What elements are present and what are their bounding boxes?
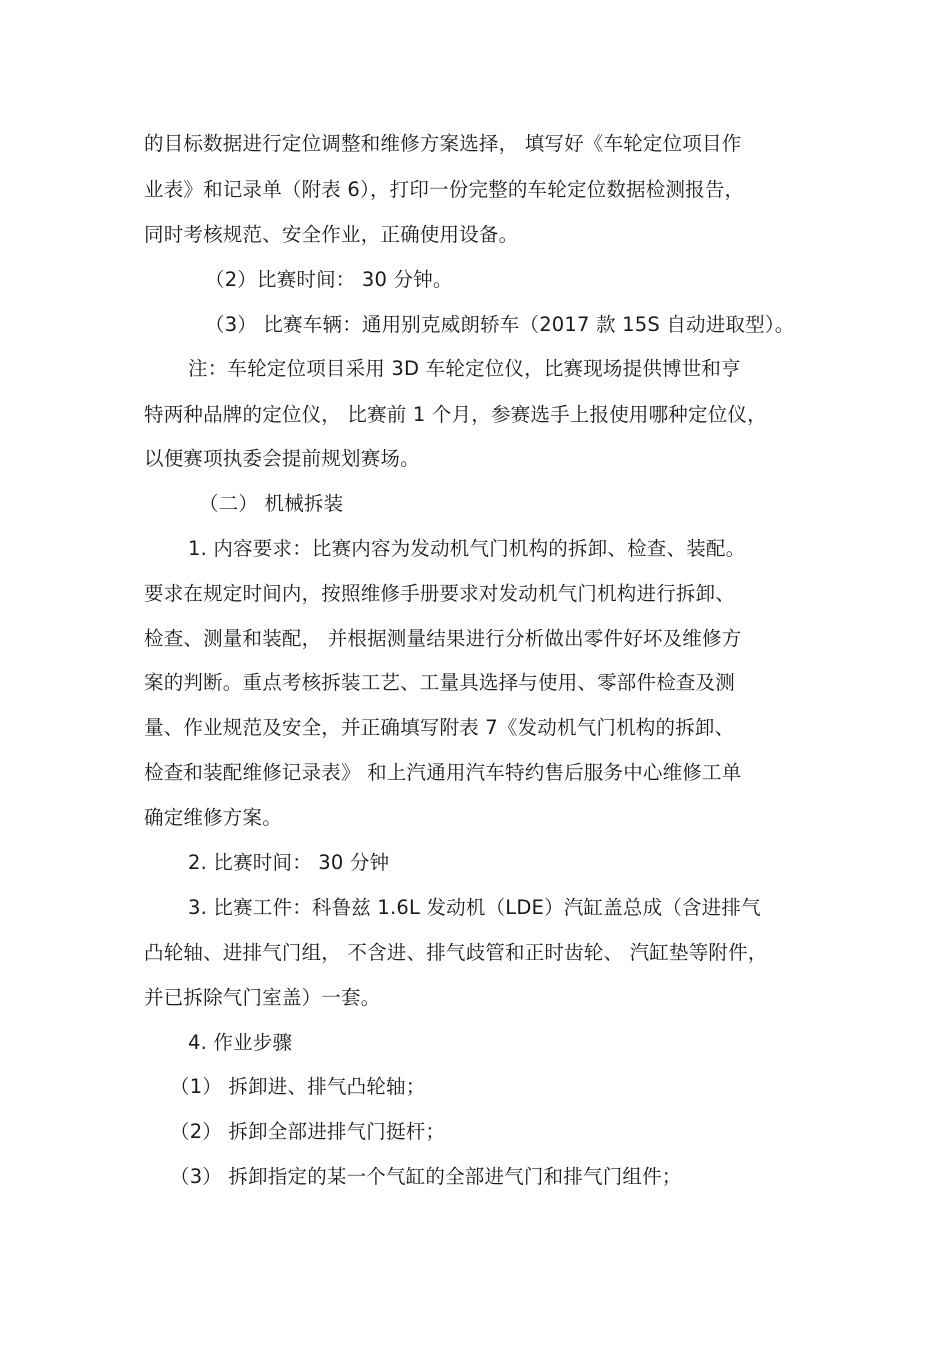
text-line-16: 确定维修方案。 bbox=[144, 806, 282, 829]
text-line-17: 2. 比赛时间： 30 分钟 bbox=[188, 851, 390, 874]
text-line-3: 同时考核规范、安全作业，正确使用设备。 bbox=[144, 223, 519, 246]
text-line-6: 注：车轮定位项目采用 3D 车轮定位仪，比赛现场提供博世和亨 bbox=[188, 357, 741, 380]
text-line-1: 的目标数据进行定位调整和维修方案选择， 填写好《车轮定位项目作 bbox=[144, 132, 742, 155]
text-line-15: 检查和装配维修记录表》 和上汽通用汽车特约售后服务中心维修工单 bbox=[144, 761, 742, 784]
text-line-19: 凸轮轴、进排气门组， 不含进、排气歧管和正时齿轮、 汽缸垫等附件， bbox=[144, 941, 768, 964]
text-line-13: 案的判断。重点考核拆装工艺、工量具选择与使用、零部件检查及测 bbox=[144, 671, 736, 694]
text-line-10: 1. 内容要求：比赛内容为发动机气门机构的拆卸、检查、装配。 bbox=[188, 537, 746, 560]
text-line-12: 检查、测量和装配， 并根据测量结果进行分析做出零件好坏及维修方 bbox=[144, 627, 742, 650]
text-line-21: 4. 作业步骤 bbox=[188, 1031, 293, 1054]
step-item-2: （2） 拆卸全部进排气门挺杆； bbox=[170, 1120, 446, 1143]
text-line-11: 要求在规定时间内，按照维修手册要求对发动机气门机构进行拆卸、 bbox=[144, 582, 736, 605]
text-line-5: （3） 比赛车辆：通用别克威朗轿车（2017 款 15S 自动进取型）。 bbox=[205, 313, 795, 336]
text-line-8: 以便赛项执委会提前规划赛场。 bbox=[144, 447, 420, 470]
text-line-14: 量、作业规范及安全，并正确填写附表 7《发动机气门机构的拆卸、 bbox=[144, 716, 735, 739]
step-item-3: （3） 拆卸指定的某一个气缸的全部进气门和排气门组件； bbox=[170, 1165, 682, 1188]
text-line-2: 业表》和记录单（附表 6），打印一份完整的车轮定位数据检测报告， bbox=[144, 178, 745, 201]
text-line-7: 特两种品牌的定位仪， 比赛前 1 个月，参赛选手上报使用哪种定位仪， bbox=[144, 403, 767, 426]
text-line-18: 3. 比赛工件：科鲁兹 1.6L 发动机（LDE）汽缸盖总成（含进排气 bbox=[188, 896, 761, 919]
text-line-20: 并已拆除气门室盖）一套。 bbox=[144, 986, 381, 1009]
step-item-1: （1） 拆卸进、排气凸轮轴； bbox=[170, 1075, 426, 1098]
section-heading: （二） 机械拆装 bbox=[199, 492, 344, 515]
text-line-4: （2）比赛时间： 30 分钟。 bbox=[205, 268, 453, 291]
